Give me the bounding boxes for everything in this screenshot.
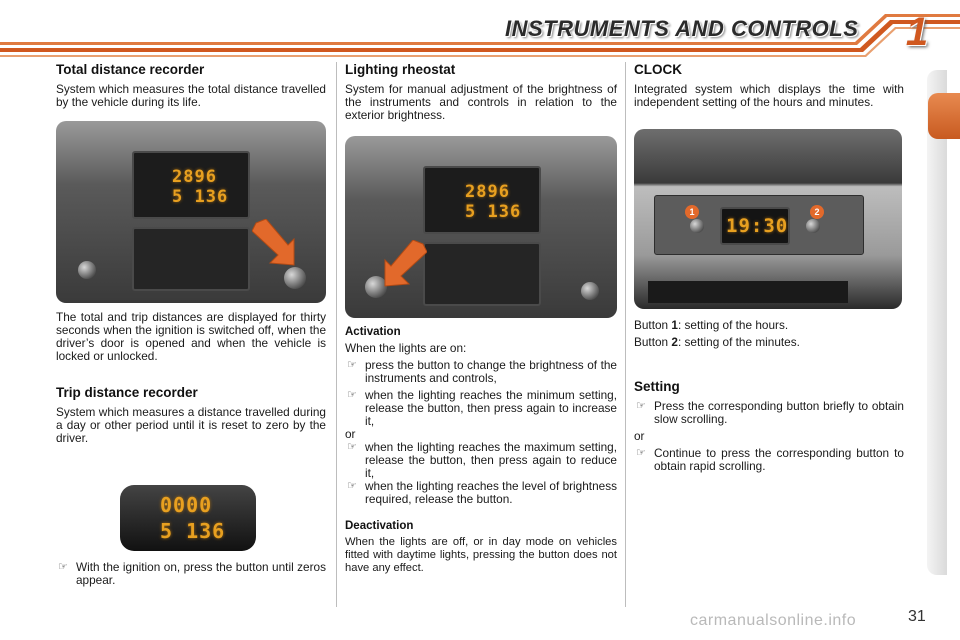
instrument-panel-photo xyxy=(56,121,326,303)
clock-time: 19:30 xyxy=(726,215,789,237)
trip-distance-description: System which measures a distance travelled during a day or other period until it is reset to zero by the driver. xyxy=(56,405,326,445)
reset-button[interactable] xyxy=(284,267,306,289)
total-distance-description: System which measures the total distance travelled by the vehicle during its life. xyxy=(56,82,326,109)
section-title-lighting-rheostat: Lighting rheostat xyxy=(345,62,456,77)
chapter-index-strip xyxy=(927,70,947,575)
lower-screen xyxy=(423,242,541,306)
column-divider xyxy=(336,62,337,607)
setting-step-2-text: Continue to press the corresponding button to obtain rapid scrolling. xyxy=(654,446,904,473)
activation-step-2-text: when the lighting reaches the minimum setting, release the button, then press again to increase it, xyxy=(365,388,617,428)
hand-pointer-icon: ☞ xyxy=(636,447,646,459)
hand-pointer-icon: ☞ xyxy=(347,389,357,401)
lcd-total: 2896 xyxy=(172,167,217,187)
minute-button[interactable] xyxy=(806,219,820,233)
rheostat-description: System for manual adjustment of the brightness of the instruments and controls in relation to the exterior brightness. xyxy=(345,82,617,122)
trip-reset-text: With the ignition on, press the button until zeros appear. xyxy=(76,560,326,587)
hand-pointer-icon: ☞ xyxy=(58,561,68,573)
clock-description: Integrated system which displays the time with independent setting of the hours and minutes. xyxy=(634,82,904,109)
or-separator: or xyxy=(345,427,356,441)
hand-pointer-icon: ☞ xyxy=(636,400,646,412)
page-number: 31 xyxy=(908,608,926,625)
section-title-clock: CLOCK xyxy=(634,62,682,77)
page-title: INSTRUMENTS AND CONTROLS xyxy=(505,16,859,41)
or-separator: or xyxy=(634,429,645,443)
section-title-setting: Setting xyxy=(634,379,680,394)
activation-step-4-text: when the lighting reaches the level of brightness required, release the button. xyxy=(365,479,617,506)
column-lighting-rheostat xyxy=(345,62,617,579)
activation-step-4 xyxy=(345,480,617,506)
activation-step-2 xyxy=(345,389,617,428)
activation-step-3 xyxy=(345,441,617,480)
trip-reset-instruction xyxy=(56,561,326,587)
column-divider xyxy=(625,62,626,607)
right-knob xyxy=(581,282,599,300)
button-1-prefix: Button xyxy=(634,318,672,332)
activation-step-1 xyxy=(345,359,617,385)
rheostat-panel-photo xyxy=(345,136,617,318)
clock-screen xyxy=(720,207,790,245)
header-banner xyxy=(0,0,960,60)
setting-step-1-text: Press the corresponding button briefly to obtain slow scrolling. xyxy=(654,399,904,426)
activation-title: Activation xyxy=(345,326,401,338)
activation-step-1-text: press the button to change the brightness of the instruments and controls, xyxy=(365,358,617,385)
deactivation-text: When the lights are off, or in day mode on vehicles fitted with daytime lights, pressing the button does not have any effect. xyxy=(345,536,617,574)
vent-strip xyxy=(648,281,848,303)
lower-screen xyxy=(132,227,250,291)
section-title-total-distance: Total distance recorder xyxy=(56,62,205,77)
arrow-icon xyxy=(252,219,298,269)
lcd-trip: 5 136 xyxy=(465,202,522,222)
active-chapter-tab[interactable] xyxy=(928,93,960,139)
trip-reset-display-photo xyxy=(120,485,256,551)
button-2-marker: 2 xyxy=(810,205,824,219)
display-info-text: The total and trip distances are displayed for thirty seconds when the ignition is switched off, when the driver’s door is opened and when the vehicle is locked or unlocked. xyxy=(56,310,326,363)
button-1-marker: 1 xyxy=(685,205,699,219)
section-title-trip-distance: Trip distance recorder xyxy=(56,385,198,400)
odometer-screen xyxy=(423,166,541,234)
lcd-trip-zero: 0000 xyxy=(160,493,213,517)
hand-pointer-icon: ☞ xyxy=(347,359,357,371)
button-1-text: : setting of the hours. xyxy=(677,318,789,332)
button-1-description xyxy=(634,319,904,332)
odometer-screen xyxy=(132,151,250,219)
setting-step-1 xyxy=(634,400,904,426)
hour-button[interactable] xyxy=(690,219,704,233)
column-total-distance xyxy=(56,62,326,591)
clock-panel-photo xyxy=(634,129,902,309)
lcd-trip: 5 136 xyxy=(172,187,229,207)
activation-step-3-text: when the lighting reaches the maximum setting, release the button, then press again to reduce it, xyxy=(365,440,617,480)
hand-pointer-icon: ☞ xyxy=(347,480,357,492)
column-clock xyxy=(634,62,904,477)
left-knob xyxy=(78,261,96,279)
deactivation-title: Deactivation xyxy=(345,520,414,532)
hand-pointer-icon: ☞ xyxy=(347,441,357,453)
button-1-number: 1 xyxy=(671,318,678,332)
activation-intro: When the lights are on: xyxy=(345,341,467,355)
setting-step-2 xyxy=(634,447,904,473)
lcd-trip-bottom: 5 136 xyxy=(160,519,226,543)
watermark: carmanualsonline.info xyxy=(690,612,857,629)
button-2-prefix: Button xyxy=(634,335,672,349)
arrow-icon xyxy=(381,240,427,290)
button-2-number: 2 xyxy=(671,335,678,349)
chapter-number: 1 xyxy=(905,10,929,54)
button-2-description xyxy=(634,336,904,349)
lcd-total: 2896 xyxy=(465,182,510,202)
button-2-text: : setting of the minutes. xyxy=(677,335,800,349)
